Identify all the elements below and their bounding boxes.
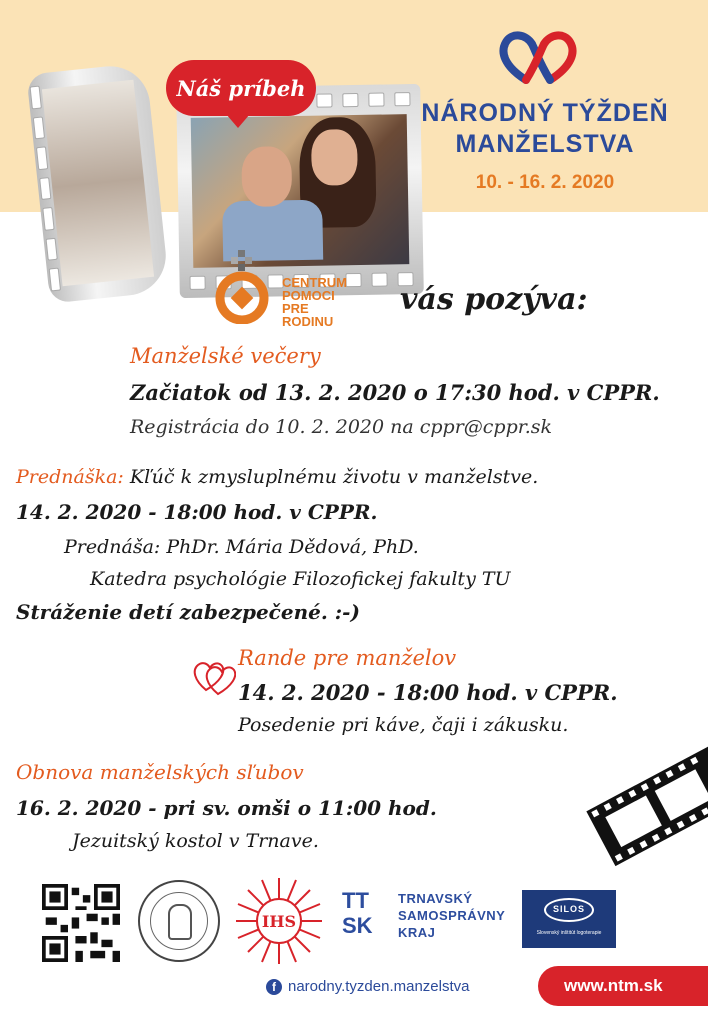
nas-pribeh-bubble: Náš príbeh: [166, 60, 316, 116]
ihs-logo: [234, 876, 324, 966]
evenings-start: Začiatok od 13. 2. 2020 o 17:30 hod. v CPPR.: [130, 380, 660, 405]
hearts-icon: [192, 656, 236, 696]
event-title: NÁRODNÝ TÝŽDEŇ MANŽELSTVA: [421, 99, 669, 158]
event-dates: 10. - 16. 2. 2020: [475, 172, 615, 193]
seal-cross-icon: [168, 904, 192, 940]
svg-text:IHS: IHS: [261, 912, 297, 931]
lecture-topic: Kľúč k zmysluplnému životu v manželstve.: [123, 466, 539, 488]
rings-logo-icon: [496, 28, 580, 84]
film-strip-collage: [38, 46, 378, 296]
lecture-department: Katedra psychológie Filozofickej fakulty TU: [90, 568, 511, 590]
vows-time: 16. 2. 2020 - pri sv. omši o 11:00 hod.: [16, 796, 437, 820]
vows-place: Jezuitský kostol v Trnave.: [72, 830, 319, 852]
invite-heading: vás pozýva:: [400, 282, 588, 317]
date-desc: Posedenie pri káve, čaji i zákusku.: [238, 714, 569, 736]
website-link[interactable]: www.ntm.sk: [538, 966, 708, 1006]
vows-title: Obnova manželských sľubov: [16, 760, 304, 784]
film-curl: [26, 62, 169, 303]
facebook-link[interactable]: [266, 978, 470, 995]
evenings-title: Manželské večery: [130, 344, 321, 368]
film-strip-icon: [584, 742, 708, 882]
date-title: Rande pre manželov: [238, 646, 457, 670]
silos-logo: SILOS Slovenský inštitút logoterapie: [522, 890, 616, 948]
facebook-page-name: narodny.tyzden.manzelstva: [288, 978, 470, 995]
lecture-time: 14. 2. 2020 - 18:00 hod. v CPPR.: [16, 500, 378, 524]
lecture-label: Prednáška:: [16, 466, 124, 488]
cppr-name: CENTRUM POMOCI PRE RODINU: [282, 275, 347, 329]
qr-code[interactable]: [42, 884, 120, 962]
date-time: 14. 2. 2020 - 18:00 hod. v CPPR.: [238, 680, 618, 705]
lecture-speaker: Prednáša: PhDr. Mária Dědová, PhD.: [64, 536, 419, 558]
wedding-photo: [42, 80, 154, 287]
university-seal: [138, 880, 220, 962]
lecture-heading: [16, 466, 538, 488]
lecture-childcare: Stráženie detí zabezpečené. :-): [16, 600, 360, 624]
cppr-logo-icon: [214, 250, 274, 324]
couple-photo: [191, 114, 410, 268]
evenings-registration: Registrácia do 10. 2. 2020 na cppr@cppr.sk: [130, 416, 553, 438]
facebook-icon: f: [266, 979, 282, 995]
